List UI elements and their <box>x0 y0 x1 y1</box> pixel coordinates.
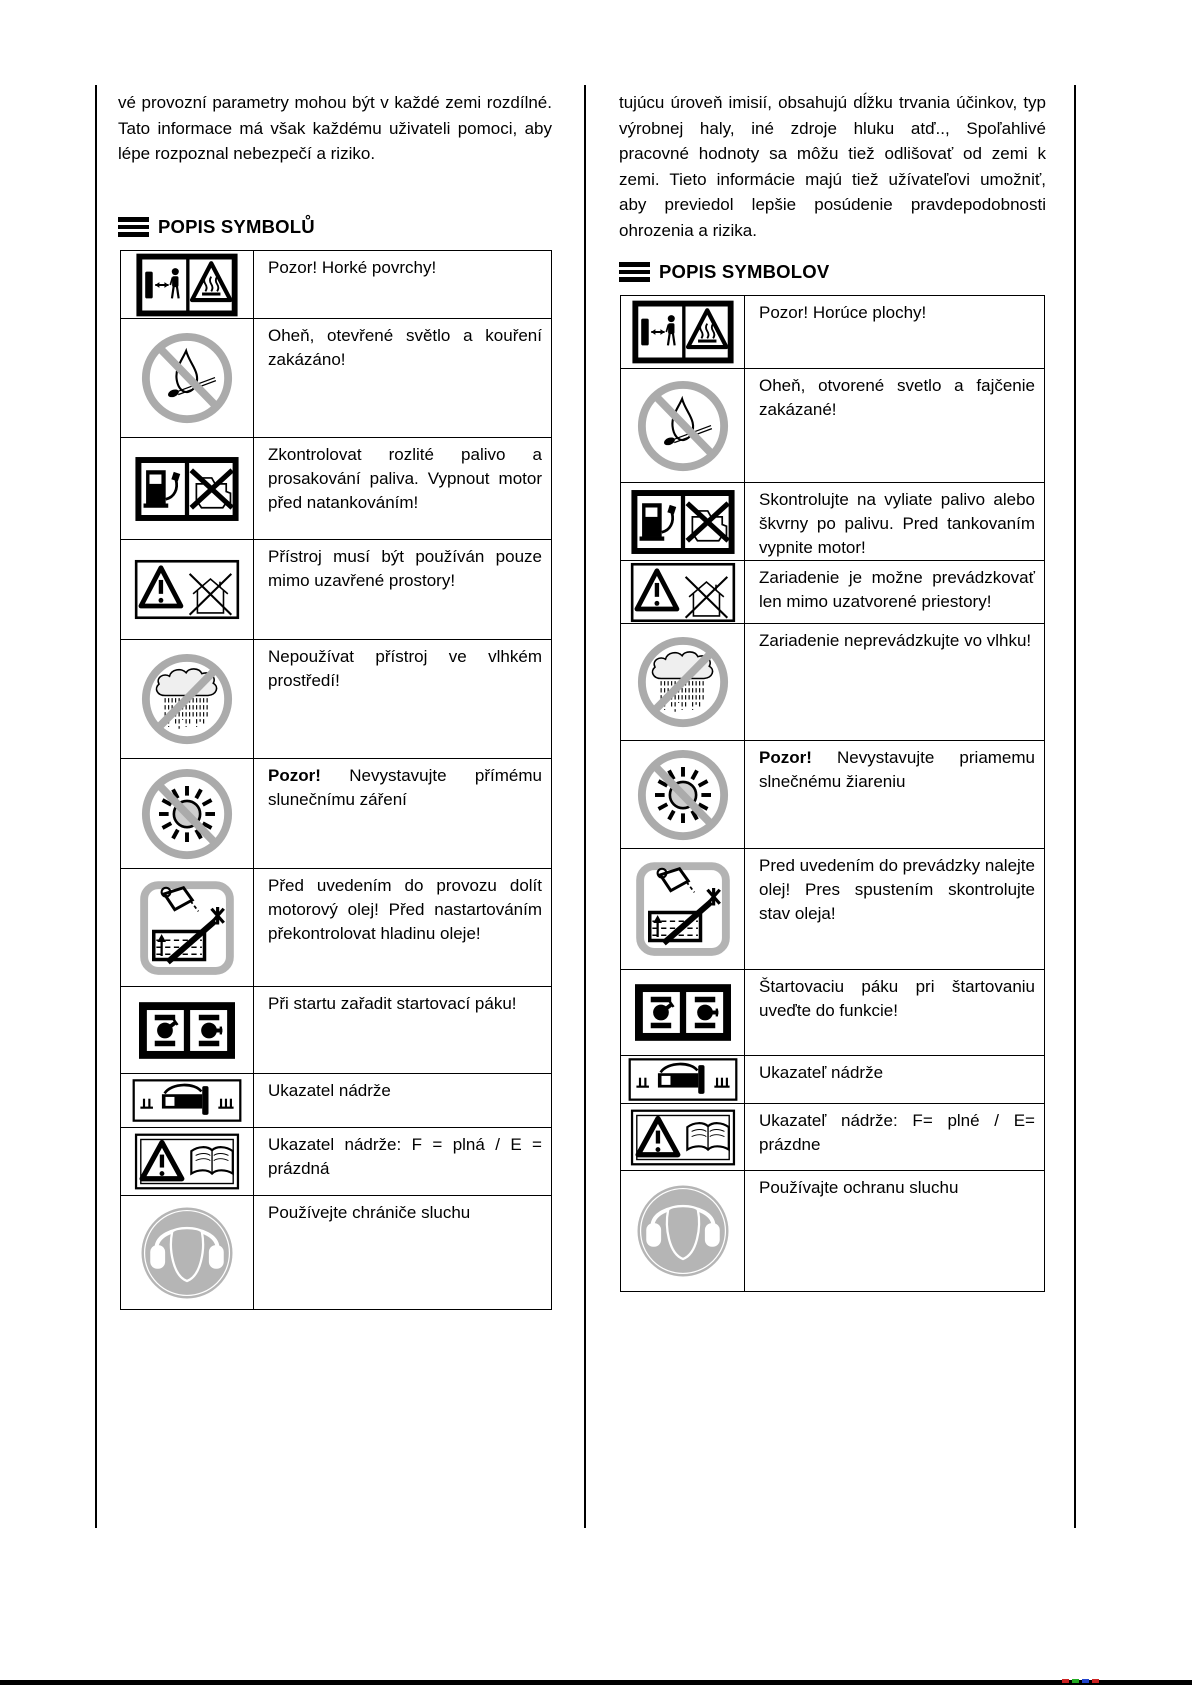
symbol-row <box>121 319 551 438</box>
description-text: Nevystavujte přímému slunečnímu záření <box>268 766 542 809</box>
read-manual-warning-icon <box>134 1133 240 1190</box>
description-bold-prefix: Pozor! <box>268 766 321 785</box>
description-text: Při startu zařadit startovací páku! <box>268 994 517 1013</box>
description-text: Zariadenie neprevádzkujte vo vlhku! <box>759 631 1032 650</box>
symbol-row <box>621 296 1044 369</box>
symbol-cell <box>621 849 745 969</box>
symbol-cell <box>121 640 254 758</box>
description-text: Ukazateľ nádrže: F= plné / E= prázdne <box>759 1111 1035 1154</box>
section-title: POPIS SYMBOLŮ <box>158 216 315 237</box>
symbol-cell <box>121 1128 254 1195</box>
symbol-cell <box>621 369 745 482</box>
hot-surface-warning-icon <box>136 253 238 317</box>
ear-protection-icon <box>138 1204 236 1302</box>
page-bottom-bar <box>0 1680 1192 1685</box>
symbols-table-czech <box>120 250 552 1310</box>
symbol-row <box>121 987 551 1074</box>
print-registration-marks <box>1062 1679 1099 1683</box>
description-cell <box>745 1056 1044 1103</box>
no-moisture-icon <box>634 633 732 731</box>
description-cell <box>745 1104 1044 1170</box>
symbol-row <box>621 369 1044 483</box>
hot-surface-warning-icon <box>632 300 734 364</box>
no-direct-sunlight-icon <box>138 765 236 863</box>
description-cell <box>254 640 551 758</box>
symbol-cell <box>621 970 745 1055</box>
symbol-cell <box>621 296 745 368</box>
description-text: Nevystavujte priamemu slnečnému žiareniu <box>759 748 1035 791</box>
description-text: Pred uvedením do prevádzky nalejte olej! Pres spustením skontrolujte stav oleja! <box>759 856 1035 923</box>
description-text: Pozor! Horúce plochy! <box>759 303 927 322</box>
symbol-cell <box>621 1171 745 1291</box>
symbol-cell <box>621 1056 745 1103</box>
description-text: Před uvedením do provozu dolít motorový olej! Před nastartováním překontrolovat hladinu oleje! <box>268 876 542 943</box>
description-cell <box>254 869 551 986</box>
symbol-cell <box>121 251 254 318</box>
outdoor-use-only-icon <box>134 559 240 620</box>
description-cell <box>254 1196 551 1309</box>
symbol-row <box>621 741 1044 849</box>
no-direct-sunlight-icon <box>634 746 732 844</box>
symbol-row <box>121 869 551 987</box>
section-heading-slovak <box>619 261 829 283</box>
description-cell <box>254 540 551 639</box>
description-cell <box>254 1074 551 1127</box>
description-text: Ukazatel nádrže <box>268 1081 391 1100</box>
description-text: Pozor! Horké povrchy! <box>268 258 437 277</box>
read-manual-warning-icon <box>630 1109 736 1166</box>
symbol-row <box>621 1056 1044 1104</box>
description-text: Štartovaciu páku pri štartovaniu uveďte do funkcie! <box>759 977 1035 1020</box>
description-cell <box>745 970 1044 1055</box>
description-cell <box>254 438 551 539</box>
description-cell <box>745 1171 1044 1291</box>
symbol-row <box>121 640 551 759</box>
description-text: Nepoužívat přístroj ve vlhkém prostředí! <box>268 647 542 690</box>
description-text: Ukazateľ nádrže <box>759 1063 884 1082</box>
section-heading-czech <box>118 216 315 238</box>
intro-paragraph-czech: vé provozní parametry mohou být v každé zemi rozdílné. Tato informace má však každému uživateli pomoci, aby lépe rozpoznal nebezpečí a riziko. <box>118 93 552 163</box>
fuel-spill-check-icon <box>135 456 239 522</box>
description-text: Zariadenie je možne prevádzkovať len mimo uzatvorené priestory! <box>759 568 1035 611</box>
symbol-row <box>121 1074 551 1128</box>
symbol-row <box>121 251 551 319</box>
description-cell <box>745 369 1044 482</box>
section-marker-icon <box>118 217 149 237</box>
symbol-cell <box>121 319 254 437</box>
intro-paragraph-slovak: tujúcu úroveň imisií, obsahujú dĺžku trvania účinkov, typ výrobnej haly, iné zdroje hluku atď.., Spoľahlivé pracovné hodnoty sa môžu tiež odlišovať od zemi k zemi. Tieto informácie majú tiež užívateľovi umožniť, aby previedol lepšie posúdenie pravdepodobnosti ohrozenia a rizika. <box>619 93 1046 240</box>
symbol-row <box>621 483 1044 561</box>
no-open-flame-icon <box>138 329 236 427</box>
description-text: Používejte chrániče sluchu <box>268 1203 471 1222</box>
section-title: POPIS SYMBOLOV <box>659 261 830 282</box>
description-cell <box>254 759 551 868</box>
section-marker-icon <box>619 262 650 282</box>
symbol-cell <box>121 540 254 639</box>
outdoor-use-only-icon <box>630 562 736 623</box>
description-cell <box>254 319 551 437</box>
description-cell <box>745 483 1044 560</box>
symbol-row <box>121 438 551 540</box>
symbol-row <box>621 561 1044 624</box>
symbol-row <box>621 1104 1044 1171</box>
starter-lever-icon <box>635 984 731 1041</box>
description-cell <box>254 1128 551 1195</box>
fuel-spill-check-icon <box>631 489 735 555</box>
symbol-row <box>121 1196 551 1309</box>
description-bold-prefix: Pozor! <box>759 748 812 767</box>
description-cell <box>745 741 1044 848</box>
symbol-cell <box>621 741 745 848</box>
description-cell <box>745 624 1044 740</box>
symbol-row <box>621 624 1044 741</box>
fill-engine-oil-icon <box>634 860 732 958</box>
symbol-cell <box>621 483 745 560</box>
description-cell <box>745 296 1044 368</box>
description-cell <box>745 561 1044 623</box>
symbol-row <box>621 1171 1044 1291</box>
symbol-cell <box>121 869 254 986</box>
description-text: Oheň, otevřené světlo a kouření zakázáno! <box>268 326 542 369</box>
column-rule-right <box>1074 85 1076 1528</box>
description-cell <box>745 849 1044 969</box>
fuel-gauge-icon <box>628 1058 738 1101</box>
description-text: Ukazatel nádrže: F = plná / E = prázdná <box>268 1135 542 1178</box>
fuel-gauge-icon <box>132 1079 242 1122</box>
description-text: Přístroj musí být používán pouze mimo uzavřené prostory! <box>268 547 542 590</box>
symbol-cell <box>121 1074 254 1127</box>
symbol-cell <box>121 438 254 539</box>
description-text: Skontrolujte na vyliate palivo alebo škvrny po palivu. Pred tankovaním vypnite motor! <box>759 490 1035 557</box>
description-text: Používajte ochranu sluchu <box>759 1178 959 1197</box>
description-cell <box>254 987 551 1073</box>
symbol-row <box>621 849 1044 970</box>
starter-lever-icon <box>139 1002 235 1059</box>
symbol-cell <box>121 1196 254 1309</box>
symbol-row <box>121 759 551 869</box>
symbol-cell <box>621 624 745 740</box>
symbol-row <box>621 970 1044 1056</box>
column-rule-left <box>95 85 97 1528</box>
no-moisture-icon <box>138 650 236 748</box>
fill-engine-oil-icon <box>138 879 236 977</box>
symbol-cell <box>121 759 254 868</box>
symbol-cell <box>621 1104 745 1170</box>
column-rule-center <box>584 85 586 1528</box>
symbol-cell <box>621 561 745 623</box>
symbol-row <box>121 540 551 640</box>
description-text: Oheň, otvorené svetlo a fajčenie zakázané! <box>759 376 1035 419</box>
description-cell <box>254 251 551 318</box>
no-open-flame-icon <box>634 377 732 475</box>
symbol-cell <box>121 987 254 1073</box>
ear-protection-icon <box>634 1182 732 1280</box>
symbol-row <box>121 1128 551 1196</box>
symbols-table-slovak <box>620 295 1045 1292</box>
description-text: Zkontrolovat rozlité palivo a prosakování paliva. Vypnout motor před natankováním! <box>268 445 542 512</box>
